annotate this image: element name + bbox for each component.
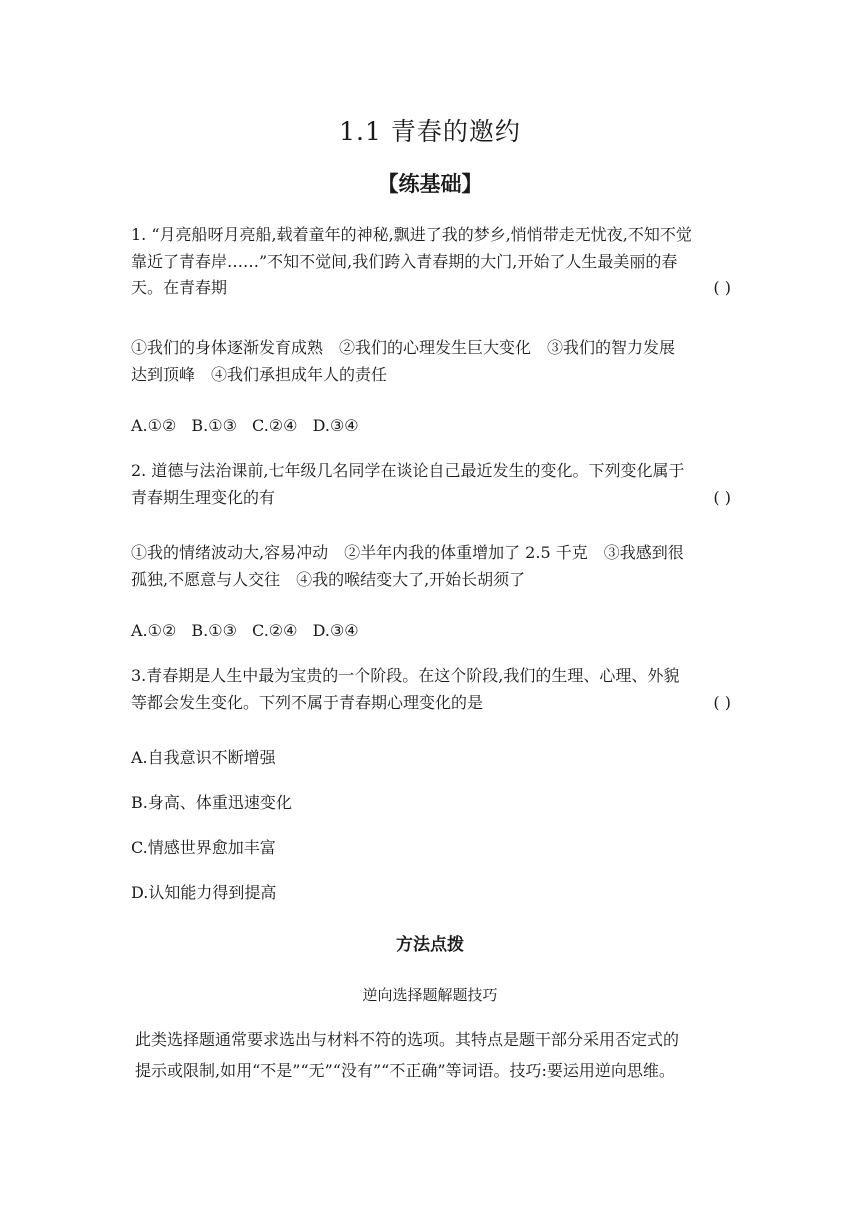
question-2-items: [131, 540, 731, 593]
option-c: C.②④: [252, 416, 298, 435]
method-text: [135, 1024, 735, 1086]
question-1-line-text: 天。在青春期: [131, 278, 228, 297]
question-3-line: 3.青春期是人生中最为宝贵的一个阶段。在这个阶段,我们的生理、心理、外貌: [131, 666, 680, 685]
section-heading: 【练基础】: [377, 171, 483, 196]
question-3-line: [131, 690, 731, 717]
option-b: B.身高、体重迅速变化: [131, 793, 292, 812]
option-a: A.①②: [131, 416, 177, 435]
question-1-stem: [131, 222, 731, 302]
option-a: A.自我意识不断增强: [131, 748, 276, 767]
page-title: 1.1 青春的邀约: [339, 117, 521, 146]
question-1-item-line: ①我们的身体逐渐发育成熟 ②我们的心理发生巨大变化 ③我们的智力发展: [131, 338, 676, 357]
method-subheading: 逆向选择题解题技巧: [362, 986, 498, 1004]
option-c: C.情感世界愈加丰富: [131, 838, 276, 857]
question-1-items: [131, 335, 731, 388]
question-1-line: [131, 275, 731, 302]
question-3-stem: [131, 663, 731, 716]
question-2-line: 2. 道德与法治课前,七年级几名同学在谈论自己最近发生的变化。下列变化属于: [131, 461, 685, 480]
method-line: 此类选择题通常要求选出与材料不符的选项。其特点是题干部分采用否定式的: [135, 1030, 680, 1049]
option-c: C.②④: [252, 621, 298, 640]
question-2-stem: [131, 458, 731, 511]
answer-blank: ( ): [713, 278, 731, 297]
question-1-item-line: 达到顶峰 ④我们承担成年人的责任: [131, 364, 388, 384]
question-2-item-line: ①我的情绪波动大,容易冲动 ②半年内我的体重增加了 2.5 千克 ③我感到很: [131, 543, 684, 562]
question-1-options: [131, 416, 359, 435]
option-b: B.①③: [191, 416, 237, 435]
answer-blank: ( ): [713, 692, 731, 712]
option-a: A.①②: [131, 621, 177, 640]
question-2-item-line: 孤独,不愿意与人交往 ④我的喉结变大了,开始长胡须了: [131, 569, 526, 589]
question-2-line-text: 青春期生理变化的有: [131, 487, 276, 507]
answer-blank: ( ): [713, 487, 731, 507]
option-d: D.③④: [312, 416, 359, 435]
option-b: B.①③: [191, 621, 237, 640]
method-line: 提示或限制,如用“不是”“无”“没有”“不正确”等词语。技巧:要运用逆向思维。: [135, 1061, 675, 1080]
question-2-options: [131, 621, 359, 640]
question-3-line-text: 等都会发生变化。下列不属于青春期心理变化的是: [131, 692, 484, 712]
question-1-line: 靠近了青春岸……”不知不觉间,我们跨入青春期的大门,开始了人生最美丽的春: [131, 251, 678, 271]
option-d: D.③④: [312, 621, 359, 640]
method-heading: 方法点拨: [396, 935, 464, 955]
question-2-line: [131, 485, 731, 512]
option-d: D.认知能力得到提高: [131, 883, 277, 902]
question-1-line: 1. “月亮船呀月亮船,载着童年的神秘,飘进了我的梦乡,悄悄带走无忧夜,不知不觉: [131, 225, 692, 244]
